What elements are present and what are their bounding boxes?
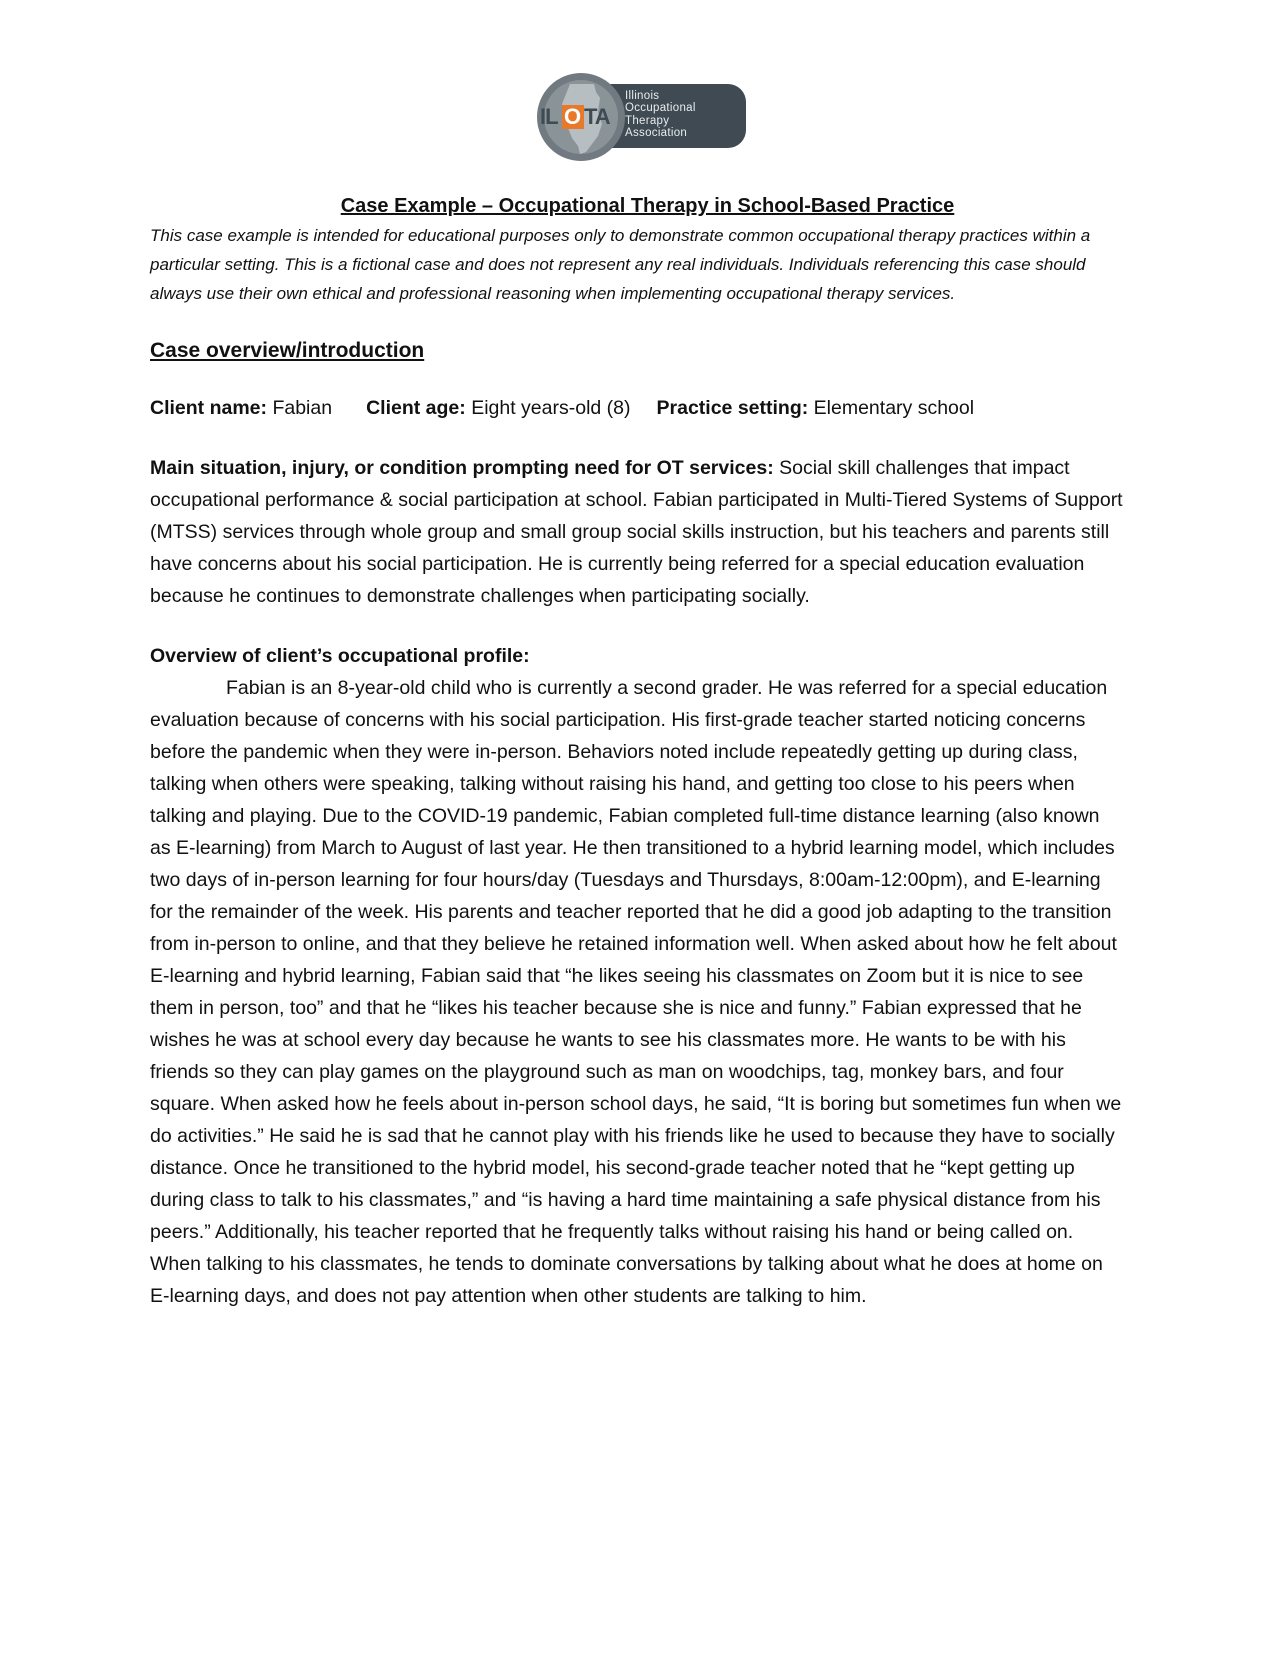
main-situation-paragraph — [150, 452, 1125, 612]
main-situation-label: Main situation, injury, or condition prompting need for OT services: — [150, 457, 774, 479]
document-content — [150, 192, 1125, 1312]
page-title: Case Example – Occupational Therapy in School-Based Practice — [340, 195, 955, 217]
client-name-value: Fabian — [272, 397, 333, 419]
client-name-label: Client name: — [150, 397, 268, 419]
client-info-line — [150, 392, 1125, 424]
client-age-label: Client age: — [366, 397, 466, 419]
practice-setting-label: Practice setting: — [656, 397, 809, 419]
svg-text:IL: IL — [540, 104, 558, 129]
svg-text:O: O — [564, 104, 582, 129]
svg-text:TA: TA — [584, 104, 610, 129]
practice-setting-value: Elementary school — [813, 397, 975, 419]
disclaimer-text: This case example is intended for educational purposes only to demonstrate common occupational therapy practices within a particular setting. This is a fictional case and does not represent any real individuals. Individuals referencing this case should always use their own ethical and professional reasoning when implementing occupational therapy services. — [150, 226, 1091, 303]
main-situation-text: Social skill challenges that impact occupational performance & social participation at school. Fabian participated in Multi-Tiered Systems of Support (MTSS) services through whole group and small group social skills instruction, but his teachers and parents still have concerns about his social participation. He is currently being referred for a special education evaluation because he continues to demonstrate challenges when participating socially. — [150, 457, 1123, 607]
profile-heading: Overview of client’s occupational profile: — [150, 645, 530, 667]
ilota-logo — [534, 72, 748, 162]
client-age-value: Eight years-old (8) — [471, 397, 631, 419]
section-heading-case-overview: Case overview/introduction — [150, 339, 425, 362]
profile-paragraph: Fabian is an 8-year-old child who is currently a second grader. He was referred for a special education evaluation because of concerns with his social participation. His first-grade teacher started noticing concerns before the pandemic when they were in-person. Behaviors noted include repeatedly getting up during class, talking when others were speaking, talking without raising his hand, and getting too close to his peers when talking and playing. Due to the COVID-19 pandemic, Fabian completed full-time distance learning (also known as E-learning) from March to August of last year. He then transitioned to a hybrid learning model, which includes two days of in-person learning for four hours/day (Tuesdays and Thursdays, 8:00am-12:00pm), and E-learning for the remainder of the week. His parents and teacher reported that he did a good job adapting to the transition from in-person to online, and that they believe he retained information well. When asked about how he felt about E-learning and hybrid learning, Fabian said that “he likes seeing his classmates on Zoom but it is nice to see them in person, too” and that he “likes his teacher because she is nice and funny.” Fabian expressed that he wishes he was at school every day because he wants to see his classmates more. He wants to be with his friends so they can play games on the playground such as man on woodchips, tag, monkey bars, and four square. When asked how he feels about in-person school days, he said, “It is boring but sometimes fun when we do activities.” He said he is sad that he cannot play with his friends like he used to because they have to socially distance. Once he transitioned to the hybrid model, his second-grade teacher noted that he “kept getting up during class to talk to his classmates,” and “is having a hard time maintaining a safe physical distance from his peers.” Additionally, his teacher reported that he frequently talks without raising his hand or being called on. When talking to his classmates, he tends to dominate conversations by talking about what he does at home on E-learning days, and does not pay attention when other students are talking to him. — [150, 677, 1122, 1307]
logo-org-name: Illinois Occupational Therapy Association — [625, 90, 696, 140]
